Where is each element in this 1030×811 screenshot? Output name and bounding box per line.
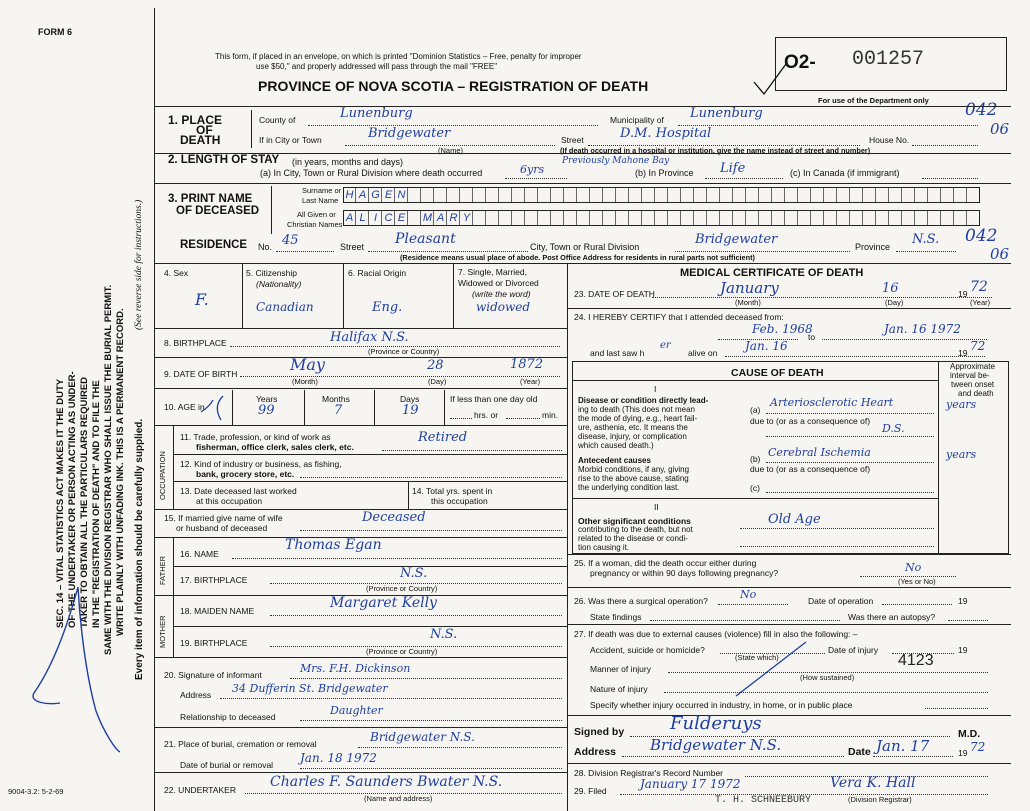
surname-char-grid[interactable] (343, 187, 980, 203)
surname-char: A (357, 188, 369, 202)
death-day-caption: (Day) (885, 298, 904, 307)
q24-alive-on-label: alive on (688, 348, 718, 358)
sex-label: 4. Sex (164, 268, 189, 278)
date-of-operation-label: Date of operation (808, 596, 874, 606)
q25-caption: (Yes or No) (898, 577, 936, 586)
burial-place-label: 21. Place of burial, cremation or removal (164, 739, 317, 749)
place-label-3: DEATH (180, 133, 221, 147)
age-years-value[interactable]: 99 (258, 403, 275, 418)
q24-from-value[interactable]: Feb. 1968 (752, 322, 813, 336)
burial-place-value[interactable]: Bridgewater N.S. (370, 730, 475, 744)
q29-registrar-value[interactable]: Vera K. Hall (830, 775, 916, 791)
side-text-line-7: Every item of information should be carefully supplied. (134, 418, 145, 680)
given-names-char-grid[interactable] (343, 210, 980, 226)
q24-last-year-prefix: 19 (958, 348, 968, 358)
date-of-death-year-prefix: 19 (958, 289, 968, 299)
how-sustained-caption: (How sustained) (800, 673, 855, 682)
other-conditions-label-3: related to the disease or condi- (578, 534, 688, 543)
father-birthplace-caption: (Province or Country) (366, 584, 438, 593)
residence-no-label: No. (258, 242, 273, 252)
age-months-value[interactable]: 7 (334, 403, 343, 418)
citizenship-label: 5. Citizenship (246, 268, 298, 278)
racial-origin-value[interactable]: Eng. (372, 300, 403, 315)
sex-value[interactable]: F. (195, 290, 209, 309)
roman-numeral-1: I (654, 384, 657, 394)
surname-char: H (344, 188, 356, 202)
specify-injury-label: Specify whether injury occurred in industry, in home, or in public place (590, 700, 853, 710)
city-label: If in City or Town (259, 135, 322, 145)
accident-label: Accident, suicide or homicide? (590, 645, 705, 655)
q25-value[interactable]: No (905, 561, 922, 574)
given-char: A (435, 211, 447, 225)
q14-label-2: this occupation (431, 496, 488, 506)
q24-last-date-value[interactable]: Jan. 16 (745, 339, 788, 353)
antecedent-label-1: Antecedent causes (578, 456, 651, 465)
given-label-1: All Given or (297, 210, 336, 219)
cause-of-death-title: CAUSE OF DEATH (731, 367, 824, 379)
operation-year-prefix: 19 (958, 596, 968, 606)
q26-label: 26. Was there a surgical operation? (574, 596, 708, 606)
dob-month-caption: (Month) (292, 377, 318, 386)
signature-address-label: Address (574, 746, 617, 758)
signature-year-prefix: 19 (958, 748, 968, 758)
birthplace-label: 8. BIRTHPLACE (164, 338, 227, 348)
stay-hint: (in years, months and days) (292, 157, 404, 167)
q25-label-1: 25. If a woman, did the death occur either during (574, 558, 757, 568)
house-label: House No. (869, 135, 910, 145)
father-birthplace-value[interactable]: N.S. (400, 566, 428, 581)
interval-label-3: tween onset (951, 380, 995, 389)
state-findings-label: State findings (590, 612, 642, 622)
cause-a-value[interactable]: Arteriosclerotic Heart (770, 396, 894, 409)
father-name-label: 16. NAME (180, 549, 219, 559)
q24-last-saw-label: and last saw h (590, 348, 645, 358)
interval-label-2: interval be- (950, 371, 990, 380)
street-label: Street (561, 135, 584, 145)
nature-of-injury-label: Nature of injury (590, 684, 648, 694)
surname-label-2: Last Name (302, 196, 339, 205)
cause-c-label: (c) (750, 483, 760, 493)
envelope-notice-line-2: use $50," and properly addressed will pass through the mail "FREE" (256, 62, 498, 71)
antecedent-label-4: the underlying condition last. (578, 483, 680, 492)
name-label-1: 3. PRINT NAME (168, 193, 253, 205)
disease-label-4: ure, asthenia, etc. It means the (578, 423, 688, 432)
citizenship-value[interactable]: Canadian (256, 300, 314, 314)
date-of-death-day[interactable]: 16 (882, 281, 899, 296)
city-name-caption: (Name) (438, 146, 464, 155)
print-code: 9004-3.2: 5-2-69 (8, 787, 64, 796)
date-of-death-month[interactable]: January (720, 279, 779, 297)
age-months-label: Months (322, 394, 350, 404)
side-text-line-5: SAME WITH THE DIVISION REGISTRAR WHO SHALL ISSUE THE BURIAL PERMIT. (103, 284, 114, 655)
dob-year-value[interactable]: 1872 (510, 357, 544, 372)
checkmark-icon (750, 60, 790, 100)
signature-date-value[interactable]: Jan. 17 (876, 737, 930, 755)
less-than-day-label: If less than one day old (450, 394, 538, 404)
dob-month-value[interactable]: May (290, 355, 325, 374)
code-042-bottom: 042 (965, 226, 998, 246)
date-of-birth-label: 9. DATE OF BIRTH (164, 369, 238, 379)
date-of-death-label: 23. DATE OF DEATH (574, 289, 655, 299)
code-06-top: 06 (990, 120, 1010, 138)
residence-province-label: Province (855, 242, 891, 252)
cause-b-label: (b) (750, 454, 761, 464)
given-char: R (448, 211, 460, 225)
birthplace-caption: (Province or Country) (368, 347, 440, 356)
mother-birthplace-value[interactable]: N.S. (430, 627, 458, 642)
injury-year-prefix: 19 (958, 645, 968, 655)
roman-numeral-2: II (654, 502, 659, 512)
mother-maiden-name-label: 18. MAIDEN NAME (180, 606, 255, 616)
q24-to-value[interactable]: Jan. 16 1972 (884, 322, 961, 336)
department-use-note: For use of the Department only (818, 96, 929, 105)
code-042-top: 042 (965, 100, 998, 120)
q25-label-2: pregnancy or within 90 days following pregnancy? (590, 568, 779, 578)
municipality-value[interactable]: Lunenburg (690, 106, 763, 121)
q24-label: 24. I HEREBY CERTIFY that I attended deceased from: (574, 312, 784, 322)
citizenship-sub: (Nationality) (256, 279, 302, 289)
informant-relationship-label: Relationship to deceased (180, 712, 276, 722)
signed-by-value[interactable]: Fulderuys (670, 713, 762, 734)
marital-label-2: Widowed or Divorced (458, 278, 539, 288)
place-label-1: 1. PLACE (168, 113, 223, 127)
q12-label-1: 12. Kind of industry or business, as fishing, (180, 459, 342, 469)
surname-char: G (370, 188, 382, 202)
marital-label-1: 7. Single, Married, (458, 267, 527, 277)
injury-date-label: Date of injury (828, 645, 879, 655)
undertaker-label: 22. UNDERTAKER (164, 785, 236, 795)
autopsy-label: Was there an autopsy? (848, 612, 936, 622)
age-bracket-mark (193, 394, 233, 424)
signature-date-label: Date (848, 746, 871, 758)
age-label: 10. AGE in (164, 402, 205, 412)
residence-city-value[interactable]: Bridgewater (695, 232, 778, 247)
q15-value[interactable]: Deceased (362, 510, 426, 525)
age-days-label: Days (400, 394, 420, 404)
other-conditions-label-2: contributing to the death, but not (578, 525, 693, 534)
envelope-notice-line-1: This form, if placed in an envelope, on which is printed "Dominion Statistics – Free, penalty for improper (215, 52, 582, 61)
interval-label-4: and death (958, 389, 994, 398)
marital-label-3: (write the word) (472, 289, 531, 299)
side-text-line-8: (See reverse side for instructions.) (134, 199, 144, 330)
less-min-label: min. (542, 410, 559, 420)
cause-a-sub-value[interactable]: D.S. (882, 422, 905, 435)
date-of-death-year[interactable]: 72 (970, 279, 988, 295)
q11-label-1: 11. Trade, profession, or kind of work as (180, 432, 331, 442)
age-days-value[interactable]: 19 (402, 403, 419, 418)
given-char: L (357, 211, 369, 225)
side-text-line-4: IN THE "REGISTRATION OF DEATH" AND TO FILE THE (91, 380, 102, 628)
residence-street-label: Street (340, 242, 365, 252)
q24-to-label: to (808, 332, 816, 342)
registration-number: 001257 (852, 48, 925, 71)
marital-value[interactable]: widowed (476, 300, 531, 314)
cause-a-due-to: due to (or as a consequence of) (750, 416, 871, 426)
stay-c-label: (c) In Canada (if immigrant) (790, 168, 900, 178)
place-note: (If death occurred in a hospital or institution, give the name instead of street and number) (560, 146, 871, 155)
residence-city-label: City, Town or Rural Division (530, 242, 640, 252)
interval-label-1: Approximate (950, 362, 995, 371)
cause-a-interval[interactable]: years (946, 398, 977, 411)
father-name-value[interactable]: Thomas Egan (285, 537, 382, 553)
other-conditions-label-1: Other significant conditions (578, 516, 691, 526)
occupation-side-label: OCCUPATION (158, 451, 167, 500)
mother-side-label: MOTHER (158, 615, 167, 648)
pen-stroke-mark (20, 585, 130, 755)
side-text-line-6: WRITE PLAINLY WITH UNFADING INK. THIS IS A PERMANENT RECORD. (115, 308, 126, 636)
q13-label-1: 13. Date deceased last worked (180, 486, 297, 496)
antecedent-label-3: rise to the above cause, stating (578, 474, 689, 483)
burial-date-label: Date of burial or removal (180, 760, 274, 770)
given-char (409, 211, 421, 225)
manner-of-injury-label: Manner of injury (590, 664, 651, 674)
father-birthplace-label: 17. BIRTHPLACE (180, 575, 248, 585)
county-label: County of (259, 115, 296, 125)
disease-label-5: disease, injury, or complication (578, 432, 687, 441)
residence-note: (Residence means usual place of abode. Post Office Address for residents in rural parts not sufficient) (400, 253, 755, 262)
municipality-label: Municipality of (610, 115, 664, 125)
signature-year-value[interactable]: 72 (970, 740, 986, 754)
stay-a-value[interactable]: 6yrs (520, 163, 545, 176)
registration-prefix: O2- (784, 52, 816, 73)
form-label: FORM 6 (38, 27, 73, 37)
q26-value[interactable]: No (740, 588, 757, 601)
dob-day-caption: (Day) (428, 377, 447, 386)
given-label-2: Christian Names (287, 220, 343, 229)
other-conditions-value[interactable]: Old Age (768, 512, 821, 527)
cause-a-label: (a) (750, 405, 761, 415)
stay-b-label: (b) In Province (635, 168, 694, 178)
informant-relationship-value[interactable]: Daughter (330, 704, 383, 717)
antecedent-label-2: Morbid conditions, if any, giving (578, 465, 690, 474)
burial-date-value[interactable]: Jan. 18 1972 (300, 751, 377, 765)
given-char: I (370, 211, 382, 225)
birthplace-value[interactable]: Halifax N.S. (330, 330, 409, 345)
strike-through-mark (730, 640, 810, 700)
undertaker-value[interactable]: Charles F. Saunders Bwater N.S. (270, 774, 503, 790)
father-side-label: FATHER (158, 555, 167, 585)
surname-label-1: Surname or (302, 186, 342, 195)
other-conditions-label-4: tion causing it. (578, 543, 630, 552)
less-hrs-label: hrs. or (474, 410, 499, 420)
age-years-label: Years (256, 394, 278, 404)
given-char: Y (461, 211, 473, 225)
signature-address-value[interactable]: Bridgewater N.S. (650, 736, 782, 754)
given-char: E (396, 211, 408, 225)
disease-label-3: the mode of dying, e.g., heart fail- (578, 414, 698, 423)
disease-label-1: Disease or condition directly lead- (578, 396, 709, 405)
q11-label-2: fisherman, office clerk, sales clerk, etc. (196, 442, 354, 452)
stay-b-value[interactable]: Life (720, 161, 746, 176)
q28-label: 28. Division Registrar's Record Number (574, 768, 724, 778)
given-char: C (383, 211, 395, 225)
md-label: M.D. (958, 728, 981, 740)
racial-origin-label: 6. Racial Origin (348, 268, 407, 278)
dob-day-value[interactable]: 28 (427, 358, 444, 373)
state-which-caption: (State which) (735, 653, 779, 662)
q29-registrar-caption: (Division Registrar) (848, 795, 912, 804)
mother-maiden-name-value[interactable]: Margaret Kelly (330, 595, 437, 611)
residence-province-value[interactable]: N.S. (912, 232, 940, 247)
manner-of-injury-value[interactable]: 4123 (898, 652, 934, 669)
residence-label: RESIDENCE (180, 239, 248, 251)
death-month-caption: (Month) (735, 298, 761, 307)
residence-street-value[interactable]: Pleasant (395, 231, 456, 247)
q13-label-2: at this occupation (196, 496, 263, 506)
disease-label-6: which caused death.) (578, 441, 654, 450)
q15-label-2: or husband of deceased (176, 523, 268, 533)
code-06-bottom: 06 (990, 245, 1010, 263)
stay-label: 2. LENGTH OF STAY (168, 154, 280, 166)
disease-label-2: ing to death (This does not mean (578, 405, 695, 414)
name-label-2: OF DECEASED (176, 205, 260, 217)
cause-b-due-to: due to (or as a consequence of) (750, 464, 871, 474)
city-value[interactable]: Bridgewater (368, 126, 451, 141)
q24-last-year-value[interactable]: 72 (970, 339, 986, 353)
residence-no-value[interactable]: 45 (282, 233, 299, 248)
stay-a-label: (a) In City, Town or Rural Division where death occurred (260, 168, 483, 178)
given-char: A (344, 211, 356, 225)
medical-certificate-title: MEDICAL CERTIFICATE OF DEATH (680, 267, 864, 279)
given-char: M (422, 212, 433, 224)
side-text-line-3: TAKER TO OBTAIN ALL THE PARTICULARS REQUIRED (79, 376, 90, 628)
mother-birthplace-caption: (Province or Country) (366, 647, 438, 656)
county-value[interactable]: Lunenburg (340, 106, 413, 121)
undertaker-caption: (Name and address) (364, 794, 433, 803)
informant-address-value[interactable]: 34 Dufferin St. Bridgewater (232, 682, 388, 695)
q29-filed-value[interactable]: January 17 1972 (640, 777, 741, 791)
informant-signature-value[interactable]: Mrs. F.H. Dickinson (300, 662, 411, 675)
street-value[interactable]: D.M. Hospital (620, 126, 712, 141)
dob-year-caption: (Year) (520, 377, 541, 386)
mother-birthplace-label: 19. BIRTHPLACE (180, 638, 248, 648)
surname-char: N (396, 188, 408, 202)
form-title: PROVINCE OF NOVA SCOTIA – REGISTRATION OF DEATH (258, 78, 649, 94)
surname-char: E (383, 188, 395, 202)
q24-last-saw-pronoun[interactable]: er (660, 340, 671, 351)
death-year-caption: (Year) (970, 298, 991, 307)
cause-b-value[interactable]: Cerebral Ischemia (768, 446, 871, 459)
q27-label: 27. If death was due to external causes (violence) fill in also the following: – (574, 629, 858, 639)
q29-filed-label: 29. Filed (574, 786, 607, 796)
q14-label-1: 14. Total yrs. spent in (412, 486, 493, 496)
informant-signature-label: 20. Signature of informant (164, 670, 262, 680)
side-text-line-2: OF THE UNDERTAKER OR PERSON ACTING AS UNDER- (67, 371, 78, 628)
place-label-2: OF (196, 123, 213, 137)
q12-label-2: bank, grocery store, etc. (196, 469, 295, 479)
side-text-line-1: SEC. 14 – VITAL STATISTICS ACT MAKES IT THE DUTY (55, 378, 66, 628)
stay-a-note[interactable]: Previously Mahone Bay (562, 156, 670, 166)
cause-b-interval[interactable]: years (946, 448, 977, 461)
q11-value[interactable]: Retired (418, 430, 468, 445)
q29-sub-value: T. H. SCHNEEBURY (715, 795, 812, 806)
informant-address-label: Address (180, 690, 212, 700)
signed-by-label: Signed by (574, 726, 625, 738)
q15-label-1: 15. If married give name of wife (164, 513, 283, 523)
